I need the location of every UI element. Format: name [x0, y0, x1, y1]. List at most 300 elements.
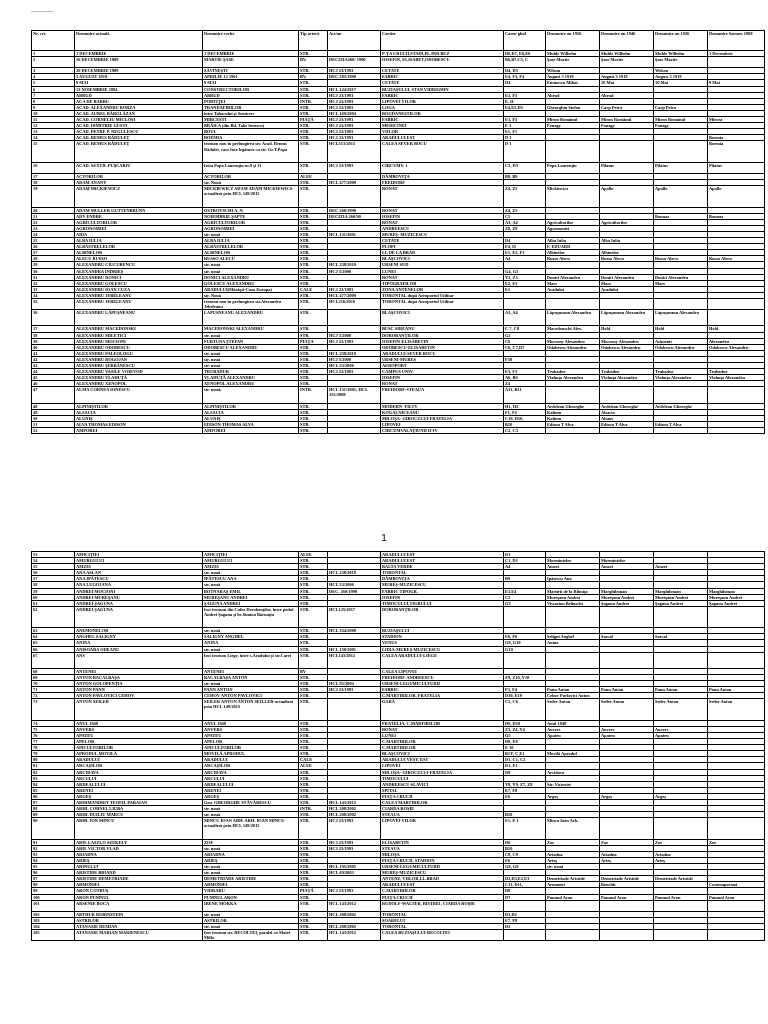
table-cell: MILOŞA — [381, 851, 504, 857]
table-cell — [328, 310, 381, 326]
table-cell: str. Nouă — [203, 292, 299, 298]
table-cell: HCJ 23/1993 — [328, 98, 381, 104]
table-cell: BLAŞCOVICI — [381, 256, 504, 262]
table-cell: E6, F6 — [504, 634, 546, 640]
table-cell: Ardelean Gheorghe — [600, 403, 654, 409]
table-cell: STR. — [299, 363, 328, 369]
table-cell: ANISOARA ODEANU — [75, 646, 203, 652]
table-cell: HCL 238/2019 — [328, 262, 381, 268]
table-cell: RONAT — [381, 274, 504, 280]
table-cell: HCL125/2017 — [328, 606, 381, 627]
table-cell: HCL 143/2012 — [328, 900, 381, 911]
table-cell: AGRONOMIEI — [203, 225, 299, 231]
table-cell: 84 — [32, 781, 75, 787]
table-cell — [708, 57, 765, 68]
table-cell: ARADULUI — [75, 757, 203, 763]
table-row — [32, 428, 765, 434]
table-cell: Donici Alexandru — [600, 274, 654, 280]
table-cell: Z4, Z5 — [504, 186, 546, 207]
table-row — [32, 186, 765, 207]
table-cell: D9, D10 — [504, 720, 546, 726]
table-cell: STR. — [299, 769, 328, 775]
table-cell: STR. — [299, 110, 328, 116]
table-cell: C3, D3 — [504, 162, 546, 173]
table-cell: MUREŞ-MUZICESCU — [381, 582, 504, 588]
table-cell: ALEXANDRU VLAHUŢĂ — [75, 375, 203, 381]
table-cell: ARADULUI VEST, EST — [381, 757, 504, 763]
table-cell: 94 — [32, 857, 75, 863]
table-cell: STR. — [299, 292, 328, 298]
table-cell: MARTIE ŞASE — [203, 57, 299, 68]
table-cell: 10 — [32, 110, 75, 116]
table-cell: Sarcal — [600, 634, 654, 640]
table-cell: 89 — [32, 812, 75, 818]
table-cell: Mickiewicz — [546, 186, 600, 207]
table-cell: B6,B7,C5, C — [504, 57, 546, 68]
table-cell: AMICIŢIEI — [75, 552, 203, 558]
table-cell: Vlahuţa Alexandru — [546, 375, 600, 381]
table-row — [32, 652, 765, 668]
table-cell: 21 — [32, 213, 75, 219]
table-cell: 101 — [32, 900, 75, 911]
table-row — [32, 387, 765, 403]
table-cell: 63 — [32, 628, 75, 634]
table-cell: fost tronson Liege, între s.Aradului şi str.Carei — [203, 652, 299, 668]
table-cell: 79 — [32, 751, 75, 757]
table-cell: STR. — [299, 207, 328, 213]
table-cell: Mircea — [708, 117, 765, 123]
table-cell: Gheorghiu Stefan — [546, 104, 600, 110]
table-cell — [328, 699, 381, 720]
table-cell: D 1 — [504, 135, 546, 141]
table-cell: RONAT — [381, 186, 504, 207]
table-cell: ALPINIŞTILOR — [75, 403, 203, 409]
table-cell: 25 — [32, 238, 75, 244]
table-row — [32, 699, 765, 720]
table-cell: Lăpuşneanu Alexandru — [546, 310, 600, 326]
table-cell: ACAD. AUREL BĂRGLĂZAN — [75, 110, 203, 116]
table-cell: BOEMIA — [203, 135, 299, 141]
table-cell: 12 — [32, 123, 75, 129]
table-cell: STR. — [299, 186, 328, 207]
table-cell: STR. — [299, 588, 328, 594]
table-cell — [600, 930, 654, 941]
table-cell: 27 — [32, 250, 75, 256]
table-cell: ARCIDAVA — [203, 769, 299, 775]
table-cell: ALSACIA — [75, 409, 203, 415]
table-cell: APRILIE 12 1961 — [203, 74, 299, 80]
table-cell: 43 — [32, 363, 75, 369]
table-cell: ARADULUI EST — [381, 135, 504, 141]
table-cell: ADAM MULLER GUTTENBRUNN — [75, 207, 203, 213]
table-cell: Z3, Z4, Y4 — [504, 726, 546, 732]
table-cell: ATANASIE MARIAN MARIENESCU — [75, 930, 203, 941]
table-cell: ALEXANDRU JEBELEANU — [75, 292, 203, 298]
table-cell: Mars — [654, 280, 708, 286]
table-cell: 3 AUGUST 1919 — [75, 74, 203, 80]
table-cell: C6 — [504, 338, 546, 344]
table-cell: FABRIC TIPOGR. — [381, 588, 504, 594]
table-cell: ALBA IULIA — [203, 238, 299, 244]
table-cell: Seiler Anton — [600, 699, 654, 720]
table-cell — [600, 141, 654, 162]
table-cell: 9 — [32, 104, 75, 110]
table-cell: VIDRARU — [203, 888, 299, 894]
table-cell: ARIADNA — [203, 851, 299, 857]
table-cell: INTR. — [299, 387, 328, 403]
table-cell: ABRUD — [203, 92, 299, 98]
table-cell: Alexandru — [708, 338, 765, 344]
table-cell: STR. — [299, 244, 328, 250]
table-cell: IOSEFIN — [381, 594, 504, 600]
table-cell: Wilson — [654, 68, 708, 74]
table-cell: STR. — [299, 369, 328, 375]
table-cell: Muhle Wilhelm — [546, 51, 600, 57]
table-cell: Z4, Z5 — [504, 207, 546, 213]
table-cell: D 1 — [504, 141, 546, 162]
table-cell — [708, 900, 765, 911]
table-cell: 20 — [32, 207, 75, 213]
table-cell: Apateu — [654, 732, 708, 738]
table-cell: D4 — [504, 80, 546, 86]
table-cell: STADION — [381, 634, 504, 640]
table-cell: STR. — [299, 213, 328, 219]
table-cell: LOGA — [381, 104, 504, 110]
table-cell — [546, 298, 600, 309]
table-cell: OSTROVSCHI A. N. — [203, 207, 299, 213]
table-cell: STR. — [299, 135, 328, 141]
table-cell: DECIZIA 260/90 — [328, 213, 381, 219]
table-row — [32, 818, 765, 839]
table-cell: ARHI. ION MINCU — [75, 818, 203, 839]
table-cell: Vlahuţa Alexandru — [654, 375, 708, 381]
table-cell: STR. — [299, 726, 328, 732]
table-cell: AMZEI — [75, 564, 203, 570]
table-cell: fosta Popa Laurenţiu nr.9 şi 11 — [203, 162, 299, 173]
table-cell: ALEXANDRU DONICI — [75, 274, 203, 280]
table-cell: Seligni Anghel — [546, 634, 600, 640]
table-cell: HCL 150/2001 — [328, 646, 381, 652]
table-cell: Miron Romănul — [600, 117, 654, 123]
table-cell: Pann Anton — [546, 687, 600, 693]
table-cell: ARHI. DUILIU MARCU — [75, 812, 203, 818]
table-cell: Donici Alexandru — [654, 274, 708, 280]
table-cell: Zoe — [654, 839, 708, 845]
table-cell: TORONTAL după Aeroportul Utilitar — [381, 292, 504, 298]
table-cell: 90 — [32, 818, 75, 839]
table-cell: B9 — [504, 576, 546, 582]
table-cell: str. nouă; — [203, 387, 299, 403]
table-cell: STR. — [299, 732, 328, 738]
table-cell: Miron Romănul — [546, 117, 600, 123]
table-cell: Lăpuşneanu Alexandru — [600, 310, 654, 326]
table-cell: STR. — [299, 745, 328, 751]
table-cell: FABRIC — [381, 117, 504, 123]
table-cell: Mincu Ioan Arh. — [546, 818, 600, 839]
table-cell: ANS — [75, 652, 203, 668]
table-cell: STR. — [299, 274, 328, 280]
table-cell: HCJ 23/1993 — [328, 818, 381, 839]
table-cell: CIRCUMV. 1 — [381, 162, 504, 173]
table-cell: 46 — [32, 381, 75, 387]
table-cell: 38 — [32, 332, 75, 338]
table-cell: Asimenit — [654, 338, 708, 344]
table-cell: Apollo — [708, 186, 765, 207]
table-cell: CEHOV ANTON PAVLOVICI — [203, 693, 299, 699]
table-cell: Contemporană — [708, 882, 765, 888]
table-cell: ARH. LASZLO SZEKELY — [75, 839, 203, 845]
table-cell: D1, E1 — [504, 763, 546, 769]
table-cell: LAPUSNEANU ALEXANDRU — [203, 310, 299, 326]
table-cell: STR. — [299, 781, 328, 787]
table-cell: STR. — [299, 699, 328, 720]
table-cell: str. nouă — [203, 845, 299, 851]
table-cell: ANDREI ŞAGUNA — [75, 600, 203, 606]
table-cell: E7, F8 — [504, 917, 546, 923]
table-cell: HCJ 5/2000 — [328, 332, 381, 338]
table-cell: Pann Anton — [708, 687, 765, 693]
table-cell: PIAŢA CRUCII — [381, 793, 504, 799]
table-cell: ARHIMANDRIT TEOFIL PARAIAN — [75, 799, 203, 805]
table-cell: 87 — [32, 799, 75, 805]
table-cell: Marghiloman — [708, 588, 765, 594]
table-cell: FREIDORF-ANDREESCU — [381, 675, 504, 681]
table-cell: 37 — [32, 326, 75, 332]
table-cell: MODERN- FILTY — [381, 403, 504, 409]
table-cell: Carp Petra — [654, 104, 708, 110]
table-cell: ZOE — [203, 839, 299, 845]
table-row — [32, 298, 765, 309]
table-cell: 55 — [32, 564, 75, 570]
table-cell: A6, B6 — [504, 375, 546, 381]
table-cell: TRANDAFIRILOR — [203, 104, 299, 110]
table-cell: D10, E10 — [504, 693, 546, 699]
table-cell: E 3 — [504, 123, 546, 129]
table-cell: STR. — [299, 332, 328, 338]
table-cell: str. nouă — [203, 356, 299, 362]
table-cell: C.MARTIRILOR — [381, 888, 504, 894]
header-row — [32, 31, 765, 51]
table-cell: Russo Alecu — [654, 256, 708, 262]
table-cell: IPĂTESCU ANA — [203, 576, 299, 582]
table-cell: URSENI-LEGUMICULTURII — [381, 681, 504, 687]
table-cell: Şase Martie — [546, 57, 600, 68]
table-cell: HCL 53/2006 — [328, 582, 381, 588]
table-cell: ALEE — [299, 173, 328, 179]
table-cell: AMURGULUI — [203, 558, 299, 564]
table-cell: HCJ 5/2000 — [328, 356, 381, 362]
table-cell: IOSEFIN — [381, 213, 504, 219]
table-cell: ANA IPĂTESCU — [75, 576, 203, 582]
table-cell: 50 — [32, 415, 75, 421]
table-cell: STR. — [299, 675, 328, 681]
table-cell: MINCU IOAN ARH. ARH. IOAN MINCU-actualizat prin HCL 149/2015 — [203, 818, 299, 839]
table-cell: CALEA LIPOVEI — [381, 668, 504, 674]
table-cell: STR. — [299, 917, 328, 923]
table-cell: Popa Laurenţiu — [546, 162, 600, 173]
table-cell: ACAD. DIMITRIE GUSTI — [75, 123, 203, 129]
table-cell: ANUL 1848 — [203, 720, 299, 726]
table-cell: Bonnaz — [654, 213, 708, 219]
table-cell: MICKIEWICZ ADAM ADAM MICKIEWICS-actualizat prin HCL 149/2015 — [203, 186, 299, 207]
table-cell: STR. — [299, 894, 328, 900]
table-cell: str. nouă — [203, 582, 299, 588]
table-cell: Z8, Z9 — [504, 225, 546, 231]
table-cell: Wilson — [546, 68, 600, 74]
table-cell: Apollo — [654, 186, 708, 207]
table-cell: 6 — [32, 86, 75, 92]
table-cell — [504, 930, 546, 941]
table-cell: PIAŢA — [299, 338, 328, 344]
table-cell: HCJ 23/1993 — [328, 92, 381, 98]
table-cell: LIPOVEI VILOR — [381, 818, 504, 839]
table-cell: STR. — [299, 268, 328, 274]
table-cell: TIMOCULUI,TIGRULUI — [381, 600, 504, 606]
table-cell: DEC. 260/1990 — [328, 588, 381, 594]
table-cell: HCL 143/2012 — [328, 930, 381, 941]
table-cell: B10 — [504, 812, 546, 818]
table-cell: HCJ 23/1993 — [328, 117, 381, 123]
table-cell: NOIEMBRIE ŞAPTE — [203, 213, 299, 219]
table-cell — [654, 606, 708, 627]
table-cell: 22 — [32, 219, 75, 225]
table-cell: Şase Martie — [600, 57, 654, 68]
column-header: Careu ghid — [504, 31, 546, 51]
table-cell: C10, D10, — [504, 415, 546, 421]
table-cell: ANTENEI — [75, 668, 203, 674]
table-cell: INTR. — [299, 98, 328, 104]
table-cell: Miron Romănul — [654, 117, 708, 123]
table-cell: 49 — [32, 409, 75, 415]
table-cell: Seiler Anton — [708, 699, 765, 720]
table-cell: CALEA BUZIAŞULUI-RECOLTEI — [381, 930, 504, 941]
table-cell: Bonnaz — [708, 213, 765, 219]
table-cell: CIRCUMVALAŢIUNII II-IV — [381, 428, 504, 434]
table-cell: 78 — [32, 745, 75, 751]
table-cell: Mureşanu Andrei — [654, 594, 708, 600]
table-cell: 98 — [32, 882, 75, 888]
table-cell: RONAT — [381, 219, 504, 225]
table-cell: Seiler Anton — [546, 699, 600, 720]
table-cell: HCJ 23/1993 — [328, 162, 381, 173]
table-cell: BUSC SIREANU — [381, 326, 504, 332]
table-cell: ANVERS — [75, 726, 203, 732]
table-row — [32, 141, 765, 162]
table-cell: HCL143/2012 — [328, 652, 381, 668]
column-header: Denumire an 1936 — [654, 31, 708, 51]
table-cell: STR. — [299, 693, 328, 699]
table-cell: DEC 260/1990 — [328, 207, 381, 213]
table-cell: F. EDUARD — [546, 244, 600, 250]
table-cell: ALEXANDRU MILETICI — [75, 332, 203, 338]
table-cell: ACAD. ALEXANDRU BORZA — [75, 104, 203, 110]
table-cell: Martirii de la Ribniţa — [546, 588, 600, 594]
table-cell: STR. — [299, 558, 328, 564]
table-cell: C.MARTIRILOR — [381, 739, 504, 745]
table-cell: ALEXANDRU CIUCURENCU — [75, 262, 203, 268]
table-cell: C8, C9 — [504, 851, 546, 857]
table-cell: HCL513/2015 — [328, 141, 381, 162]
table-cell: D1,D2 — [504, 911, 546, 917]
table-cell — [654, 428, 708, 434]
table-cell: 10 Mai — [600, 80, 654, 86]
table-cell: CALEA MARTIRILOR — [381, 799, 504, 805]
table-cell: ARHI. CORNEL LIUBA — [75, 806, 203, 812]
table-cell: STR. — [299, 104, 328, 110]
table-cell: HCL 195/2005 — [328, 864, 381, 870]
table-cell: G5 — [504, 732, 546, 738]
table-cell: STR. — [299, 687, 328, 693]
table-cell: APRODUL MOVILĂ — [75, 751, 203, 757]
table-cell: Şase Martie — [654, 57, 708, 68]
table-cell: STR. — [299, 681, 328, 687]
table-cell: D8 — [504, 888, 546, 894]
table-cell: Russo Alecu — [600, 256, 654, 262]
table-cell: Eminescu Mihai — [546, 80, 600, 86]
table-cell: XENOPOL ALEXANDRU — [203, 381, 299, 387]
table-cell: August 3 1919 — [546, 74, 600, 80]
table-cell: Sarcal — [654, 634, 708, 640]
table-cell: G4, G5 — [504, 268, 546, 274]
table-cell: ANDREESCU — [381, 225, 504, 231]
table-cell: str. nouă — [203, 870, 299, 876]
table-cell: 9 MAI — [75, 80, 203, 86]
table-cell: Amzei — [654, 564, 708, 570]
table-row — [32, 162, 765, 173]
table-cell: 77 — [32, 739, 75, 745]
table-cell: E3, F3 — [504, 117, 546, 123]
table-cell — [600, 652, 654, 668]
column-header: Cartier — [381, 31, 504, 51]
table-cell: ARENEI — [75, 787, 203, 793]
table-cell: Ardelean Gheorghe — [654, 403, 708, 409]
table-cell: Alunis — [600, 415, 654, 421]
table-cell: Trubadur — [600, 369, 654, 375]
table-cell: DEMETRIADE ARISTIDE — [203, 876, 299, 882]
table-cell: VENUS — [381, 640, 504, 646]
table-cell: STEAUA — [381, 812, 504, 818]
table-cell: AMFOREI — [203, 428, 299, 434]
table-cell: E7, F8 — [504, 787, 546, 793]
table-cell: HCL 208/2002 — [328, 806, 381, 812]
table-cell: EDISON THOMAS ALVA — [203, 421, 299, 427]
table-cell: 12 NOIEMBRIE 1884 — [75, 86, 203, 92]
table-cell: 33 — [32, 286, 75, 292]
table-cell: ANINA — [75, 640, 203, 646]
table-cell: APICULTORILOR — [75, 745, 203, 751]
table-cell: 24 — [32, 231, 75, 237]
table-cell: VIILOR — [381, 129, 504, 135]
table-cell: tronson nou în prelungirea str. Acad. Remus Rădulet, care face legătura cu str. Gr.T.Popa — [203, 141, 299, 162]
table-cell: FRATELIA, C.MARTIRILOR — [381, 720, 504, 726]
table-cell — [546, 387, 600, 403]
table-cell: STR. — [299, 280, 328, 286]
table-cell: ALSACIA — [203, 409, 299, 415]
table-cell: HCJ 5/2000 — [328, 268, 381, 274]
table-cell: RONAT — [381, 381, 504, 387]
table-cell: str. nouă — [203, 268, 299, 274]
table-cell: 7 — [32, 92, 75, 98]
table-cell: STR. — [299, 298, 328, 309]
table-cell: C1, D1 — [504, 558, 546, 564]
table-cell: STR. — [299, 851, 328, 857]
table-cell — [600, 818, 654, 839]
table-cell: HCL 238/2019 — [328, 570, 381, 576]
table-cell: Arieş — [654, 857, 708, 863]
table-cell: Fonagy — [600, 123, 654, 129]
header-rule — [31, 11, 53, 12]
table-cell: 1 Decembrie — [708, 51, 765, 57]
